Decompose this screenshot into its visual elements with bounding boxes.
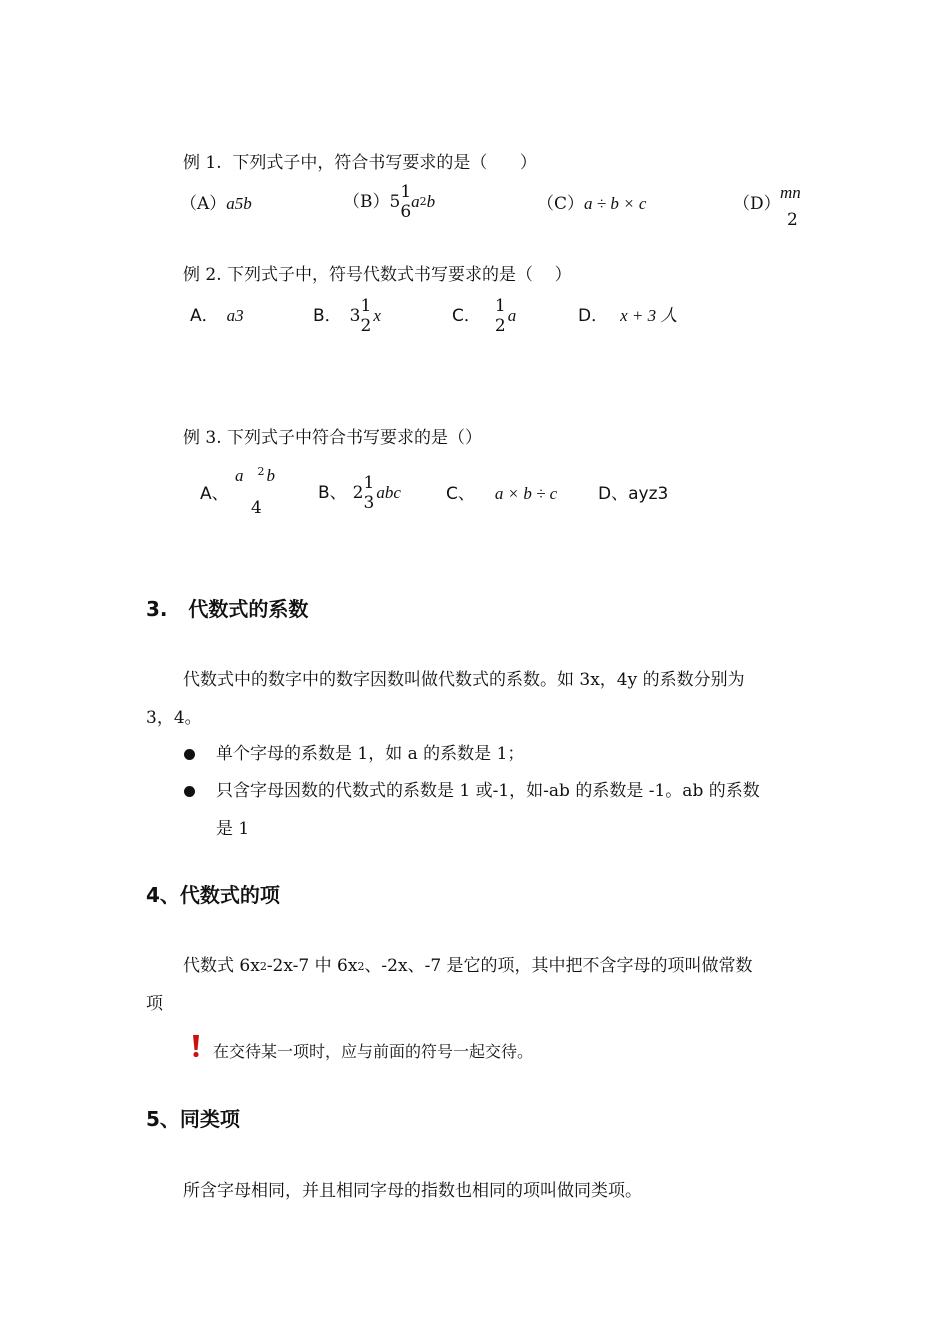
section-5-heading: 5、同类项 (146, 1107, 240, 1131)
option-expression: a ÷ b × c (584, 194, 647, 213)
option-expression: a × b ÷ c (494, 484, 558, 503)
option-label: D． (578, 306, 609, 326)
mixed-integer: 5 (389, 192, 401, 212)
example-3-option-a-label (200, 484, 229, 504)
option-label: A． (190, 306, 219, 326)
exclamation-icon (191, 1034, 201, 1058)
mixed-integer: 3 (349, 306, 361, 326)
section-3-bullet-2-line-2: 是 1 (216, 819, 250, 839)
section-4-paragraph-line-1 (183, 955, 753, 979)
option-label: B、 (318, 483, 347, 503)
option-label: （C） (537, 194, 585, 214)
example-1-option-d-label: （D） (733, 194, 781, 214)
example-3-option-b (318, 473, 401, 513)
example-1-option-b (343, 182, 435, 222)
option-expression: a5b (226, 194, 252, 213)
section-3-bullet-1: 单个字母的系数是 1，如 a 的系数是 1； (216, 744, 525, 764)
example-3-option-a-numerator (235, 466, 275, 488)
variable: b (266, 466, 275, 485)
option-label: A、 (200, 484, 229, 504)
variable: a (507, 306, 517, 325)
numerator: 1 (363, 473, 375, 493)
denominator: 6 (400, 202, 412, 222)
text-run: 、-2x、-7 是它的项，其中把不含字母的项叫做常数 (364, 956, 753, 976)
fraction (364, 473, 375, 513)
example-1-option-d-denominator: 2 (787, 210, 798, 230)
fraction (400, 182, 411, 222)
numerator: 1 (494, 296, 506, 316)
option-label: B． (313, 306, 342, 326)
example-2-option-a (190, 306, 244, 326)
denominator: 3 (363, 493, 375, 513)
exponent: 2 (257, 465, 265, 478)
section-5-paragraph: 所含字母相同，并且相同字母的指数也相同的项叫做同类项。 (183, 1181, 642, 1201)
example-1-question: 例 1. 下列式子中，符合书写要求的是（ ） (183, 153, 537, 173)
variable: b (426, 192, 436, 211)
denominator: 2 (494, 316, 506, 336)
variable: x (373, 306, 381, 325)
option-label: C． (452, 306, 481, 326)
section-3-paragraph-line-1: 代数式中的数字中的数字因数叫做代数式的系数。如 3x，4y 的系数分别为 (183, 670, 745, 690)
example-3-option-c (446, 484, 557, 504)
numerator: 1 (400, 182, 412, 202)
fraction (361, 296, 372, 336)
text-run: -2x-7 中 6x (266, 956, 358, 976)
mixed-integer: 2 (352, 483, 364, 503)
variable: a (411, 192, 420, 211)
exponent: 2 (259, 960, 267, 973)
example-3-option-d: D、ayz3 (598, 484, 669, 504)
numerator: 1 (360, 296, 372, 316)
bullet-icon (184, 786, 195, 797)
option-label: C、 (446, 484, 475, 504)
variable: a (235, 466, 244, 485)
example-1-option-c (537, 194, 646, 214)
section-3-bullet-2-line-1: 只含字母因数的代数式的系数是 1 或-1，如-ab 的系数是 -1。ab 的系数 (216, 781, 760, 801)
example-2-option-d (578, 306, 677, 326)
text-run: 代数式 6x (183, 956, 260, 976)
example-3-option-a-denominator: 4 (251, 498, 262, 518)
variable: abc (376, 483, 401, 502)
section-4-paragraph-line-2: 项 (146, 994, 163, 1014)
example-3-question: 例 3. 下列式子中符合书写要求的是（） (183, 428, 483, 448)
fraction (495, 296, 506, 336)
example-1-option-a (180, 194, 252, 214)
option-expression: x + 3 人 (620, 306, 678, 325)
option-label: （B） (343, 192, 390, 212)
denominator: 2 (360, 316, 372, 336)
exponent: 2 (419, 195, 427, 208)
example-2-option-c (452, 296, 516, 336)
section-4-heading: 4、代数式的项 (146, 883, 280, 907)
bullet-icon (184, 749, 195, 760)
example-2-question: 例 2. 下列式子中，符号代数式书写要求的是（ ） (183, 265, 572, 285)
option-label: （A） (180, 194, 227, 214)
example-1-option-d-numerator: mn (780, 183, 801, 202)
example-2-option-b (313, 296, 381, 336)
option-expression: a3 (226, 306, 244, 325)
section-3-heading: 3. 代数式的系数 (146, 597, 309, 621)
section-3-paragraph-line-2: 3，4。 (146, 708, 202, 728)
exponent: 2 (357, 960, 365, 973)
section-4-note: 在交待某一项时，应与前面的符号一起交待。 (213, 1042, 534, 1061)
